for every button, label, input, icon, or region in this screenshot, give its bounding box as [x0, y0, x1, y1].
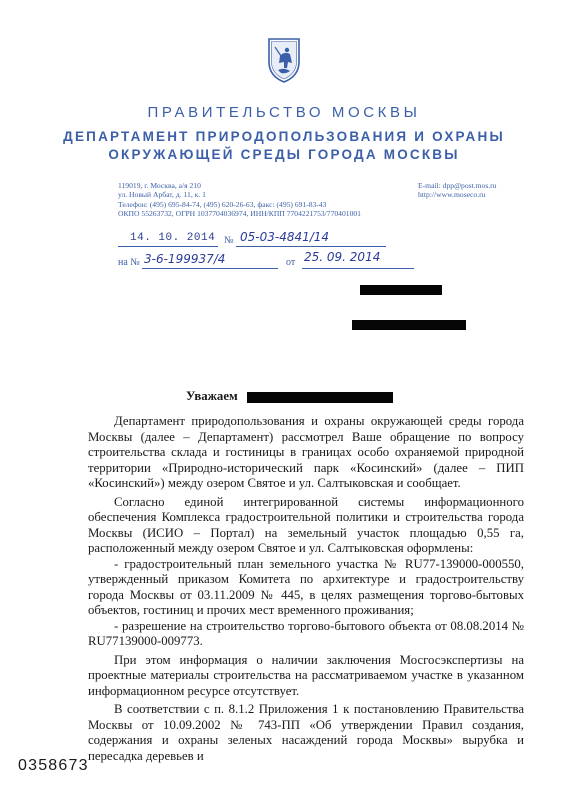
registry-codes-line: ОКПО 55263732, ОГРН 1037704036974, ИНН/КПП 7704221753/770401001 [118, 209, 361, 219]
paragraph: - градостроительный план земельного участка № RU77-139000-000550, утвержденный приказом Комитета по архитектуре и градостроительству города Москвы от 03.11.2009 № 445, в целях размещения торгово-бытовых объектов, гостиниц и прочих мест временного проживания; [88, 556, 524, 617]
paragraph: В соответствии с п. 8.1.2 Приложения 1 к постановлению Правительства Москвы от 10.09.2002 № 743-ПП «Об утверждении Правил создания, содержания и охраны зеленых насаждений города Москвы» вырубка и пересадка деревьев и [88, 702, 524, 763]
department-title-line2: ОКРУЖАЮЩЕЙ СРЕДЫ ГОРОДА МОСКВЫ [108, 147, 460, 162]
letter-body [88, 414, 524, 764]
department-title-line1: ДЕПАРТАМЕНТ ПРИРОДОПОЛЬЗОВАНИЯ И ОХРАНЫ [63, 129, 505, 144]
date-stamp: 14. 10. 2014 [130, 232, 216, 244]
reference-date: 25. 09. 2014 [304, 250, 381, 264]
address-block [118, 181, 378, 219]
government-title: ПРАВИТЕЛЬСТВО МОСКВЫ [147, 104, 421, 121]
from-label: от [286, 257, 296, 268]
paragraph: При этом информация о наличии заключения Мосгосэкспертизы на проектные материалы строительства на рассматриваемом участке в указанном информационном ресурсе отсутствует. [88, 652, 524, 698]
phone-line: Телефон: (495) 695-84-74, (495) 620-26-63, факс: (495) 691-83-43 [118, 199, 327, 209]
reference-label: на № [118, 257, 140, 268]
paragraph: Департамент природопользования и охраны окружающей среды города Москвы (далее – Департамент) рассмотрел Ваше обращение по вопросу строительства склада и гостиницы в границах особо охраняемой природной территории «Природно-исторический парк «Косинский» (далее – ПИП «Косинский») между озером Святое и ул. Салтыковская и сообщает. [88, 414, 524, 490]
reference-number: 3-6-199937/4 [144, 252, 226, 266]
salutation: Уважаем [186, 389, 238, 403]
number-label: № [224, 235, 234, 246]
address-line: 119019, г. Москва, а/я 210 [118, 181, 201, 190]
paragraph: Согласно единой интегрированной системы информационного обеспечения Комплекса градостроительной политики и строительства города Москвы (ИСИО – Портал) на земельный участок площадью 0,55 га, расположенный между озером Святое и ул. Салтыковская оформлены: [88, 494, 524, 555]
website-line: http://www.moseco.ru [418, 190, 486, 200]
redaction-bar [352, 320, 466, 330]
redaction-bar [247, 392, 393, 403]
paragraph: - разрешение на строительство торгово-бытового объекта от 08.08.2014 № RU77139000-009773. [88, 618, 524, 648]
moscow-coat-of-arms-icon [266, 36, 302, 84]
address-line: ул. Новый Арбат, д. 11, к. 1 [118, 190, 206, 200]
outgoing-registration [118, 232, 398, 252]
contacts-block [418, 181, 558, 200]
outgoing-number: 05-03-4841/14 [240, 230, 330, 244]
document-serial-number: 0358673 [18, 757, 89, 774]
email-line: E-mail: dpp@post.mos.ru [418, 181, 497, 190]
reference-registration [118, 252, 418, 272]
redaction-bar [360, 285, 442, 295]
